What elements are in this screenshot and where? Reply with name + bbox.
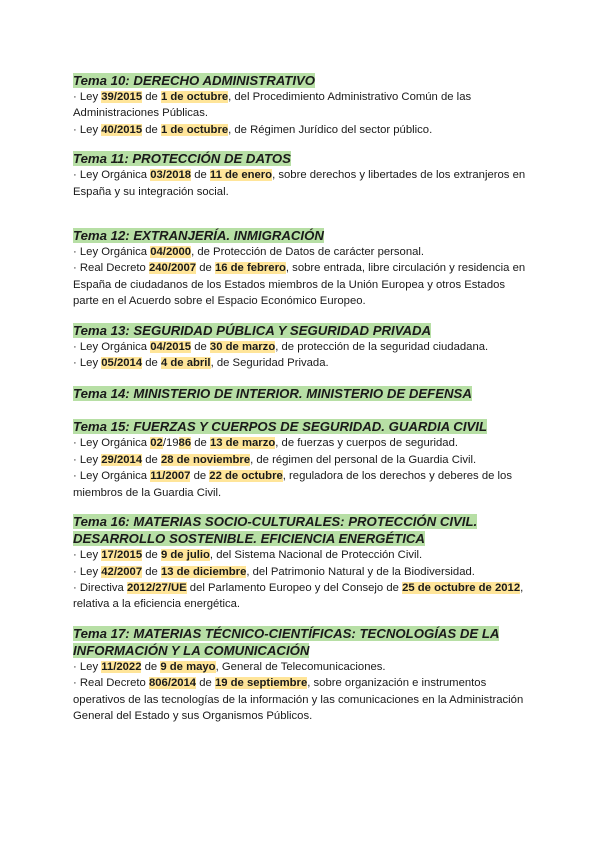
law-list [73,659,533,725]
highlighted-reference: 05/2014 [101,357,143,370]
law-list [73,435,533,501]
highlighted-reference: 1 de octubre [160,123,229,136]
entry-text: de [196,262,215,275]
entry-text: · Real Decreto [73,262,149,275]
entry-text: · Directiva [73,581,127,594]
law-entry [73,122,533,138]
section-tema-10 [73,72,533,138]
entry-text: · Ley [73,453,102,466]
law-entry [73,468,533,501]
highlighted-reference: 11 de enero [209,169,273,182]
entry-text: · Ley [73,123,102,136]
entry-text: · Ley Orgánica [73,437,151,450]
section-heading: Tema 15: FUERZAS Y CUERPOS DE SEGURIDAD. GUARDIA CIVIL [73,419,488,435]
law-list [73,244,533,310]
entry-text: de [142,91,161,103]
entry-text: , de fuerzas y cuerpos de seguridad. [275,437,459,450]
highlighted-reference: 13 de diciembre [160,565,247,578]
law-entry [73,547,533,563]
section-heading: Tema 14: MINISTERIO DE INTERIOR. MINISTERIO DE DEFENSA [73,386,472,402]
highlighted-reference: 28 de noviembre [160,453,251,466]
law-entry [73,339,533,355]
entry-text: , de Régimen Jurídico del sector público. [228,123,433,136]
entry-text: · Ley [73,565,102,578]
entry-text: , de régimen del personal de la Guardia Civil. [250,453,477,466]
highlighted-reference: 16 de febrero [214,262,286,275]
law-entry [73,564,533,580]
law-entry [73,675,533,724]
entry-text: · Ley Orgánica [73,246,151,259]
entry-text: , del Patrimonio Natural y de la Biodiversidad. [246,565,475,578]
highlighted-reference: 240/2007 [148,262,197,275]
section-tema-11 [73,150,533,200]
highlighted-reference: 2012/27/UE [126,581,187,594]
section-tema-15 [73,418,533,501]
entry-text: de [142,549,161,562]
entry-text: de [142,565,161,578]
highlighted-reference: 30 de marzo [209,340,276,353]
highlighted-reference: 13 de marzo [209,437,276,450]
highlighted-reference: 22 de octubre [209,470,283,483]
entry-text: , sobre organización e instrumentos operativos de las tecnologías de la información y las comunicaciones en la Administración General del Estado y sus Organismos Públicos. [73,677,524,722]
entry-text: de [191,437,210,450]
section-heading: Tema 11: PROTECCIÓN DE DATOS [73,151,291,167]
entry-text: de [142,357,161,370]
highlighted-reference: 03/2018 [150,169,192,182]
entry-text: · Ley [73,549,102,562]
entry-text: de [142,453,161,466]
highlighted-reference: 40/2015 [101,123,143,136]
entry-text: · Real Decreto [73,677,149,690]
law-entry [73,580,533,613]
section-tema-16 [73,513,533,613]
law-entry [73,355,533,371]
entry-text: · Ley Orgánica [73,169,151,182]
entry-text: · Ley Orgánica [73,340,151,353]
entry-text: · Ley Orgánica [73,470,151,483]
section-tema-14 [73,385,533,402]
section-tema-17 [73,625,533,725]
law-list [73,547,533,613]
entry-text: de [191,340,210,353]
section-heading: Tema 16: MATERIAS SOCIO-CULTURALES: PROTECCIÓN CIVIL. DESARROLLO SOSTENIBLE. EFICIENCIA ENERGÉTICA [73,514,478,547]
law-entry [73,452,533,468]
entry-text: , del Sistema Nacional de Protección Civil. [209,549,423,562]
entry-text: · Ley [73,660,102,673]
highlighted-reference: 17/2015 [101,549,143,562]
law-list [73,89,533,138]
law-entry [73,260,533,309]
highlighted-reference: 86 [178,437,192,450]
entry-text: , relativa a la eficiencia energética. [73,581,524,611]
entry-text: , del Procedimiento Administrativo Común de las Administraciones Públicas. [73,91,472,120]
entry-text: , de protección de la seguridad ciudadana. [275,340,489,353]
highlighted-reference: 11/2007 [150,470,191,483]
law-list [73,167,533,200]
highlighted-reference: 806/2014 [148,677,197,690]
entry-text: , de Protección de Datos de carácter personal. [191,246,425,259]
entry-text: de [142,123,161,136]
entry-text: de [190,470,210,483]
section-heading: Tema 10: DERECHO ADMINISTRATIVO [73,73,316,88]
highlighted-reference: 39/2015 [101,91,143,103]
law-entry [73,659,533,675]
highlighted-reference: 02 [150,437,163,450]
entry-text: del Parlamento Europeo y del Consejo de [186,581,403,594]
highlighted-reference: 29/2014 [101,453,143,466]
highlighted-reference: 04/2015 [150,340,192,353]
law-entry [73,435,533,451]
highlighted-reference: 42/2007 [101,565,143,578]
entry-text: , General de Telecomunicaciones. [215,660,386,673]
highlighted-reference: 9 de julio [160,549,210,562]
highlighted-reference: 25 de octubre de 2012 [402,581,521,594]
law-entry [73,89,533,122]
highlighted-reference: 11/2022 [101,660,142,673]
entry-text: , sobre entrada, libre circulación y residencia en España de ciudadanos de los Estados miembros de la Unión Europea y otros Estados parte en el Acuerdo sobre el Espacio Económico Europeo. [73,262,526,308]
law-entry [73,167,533,200]
section-tema-12 [73,227,533,310]
entry-text: · Ley [73,91,102,103]
entry-text: /19 [162,437,179,450]
section-heading: Tema 13: SEGURIDAD PÚBLICA Y SEGURIDAD PRIVADA [73,322,432,338]
entry-text: , sobre derechos y libertades de los extranjeros en España y su integración social. [73,169,526,198]
entry-text: de [141,660,161,673]
highlighted-reference: 04/2000 [150,246,192,259]
law-list [73,339,533,372]
section-heading: Tema 12: EXTRANJERÍA. INMIGRACIÓN [73,228,324,244]
entry-text: de [191,169,210,182]
highlighted-reference: 4 de abril [160,357,211,370]
document-page [73,70,533,724]
entry-text: , de Seguridad Privada. [210,357,329,370]
highlighted-reference: 19 de septiembre [214,677,308,690]
entry-text: , reguladora de los derechos y deberes de los miembros de la Guardia Civil. [73,470,512,499]
highlighted-reference: 9 de mayo [160,660,216,673]
section-heading: Tema 17: MATERIAS TÉCNICO-CIENTÍFICAS: TECNOLOGÍAS DE LA INFORMACIÓN Y LA COMUNICACIÓN [73,625,500,658]
entry-text: · Ley [73,357,102,370]
highlighted-reference: 1 de octubre [160,91,229,103]
law-entry [73,244,533,260]
entry-text: de [196,677,215,690]
section-tema-13 [73,322,533,372]
